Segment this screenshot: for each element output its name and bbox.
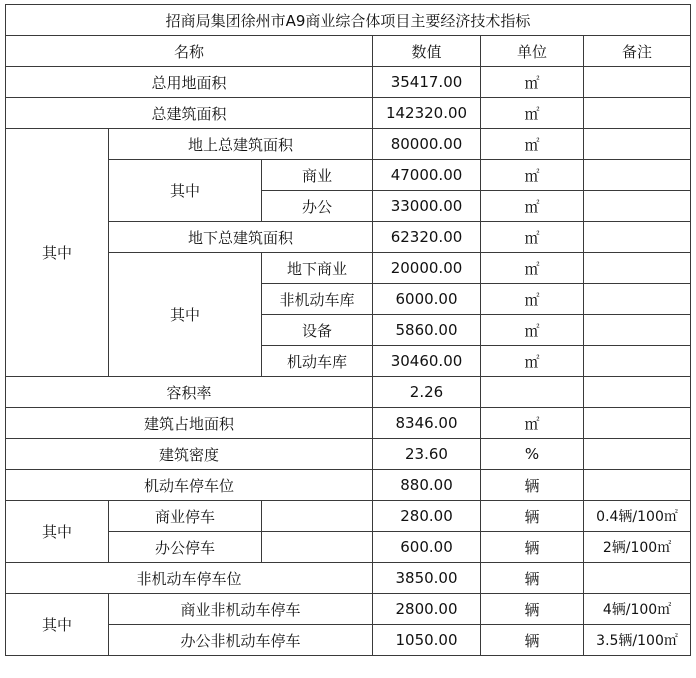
row-value: 1050.00 [373, 625, 481, 656]
row-label: 机动车停车位 [6, 470, 373, 501]
row-unit: ㎡ [481, 129, 584, 160]
row-value: 33000.00 [373, 191, 481, 222]
row-value: 30460.00 [373, 346, 481, 377]
row-value: 8346.00 [373, 408, 481, 439]
row-unit: % [481, 439, 584, 470]
row-value: 23.60 [373, 439, 481, 470]
row-unit: ㎡ [481, 284, 584, 315]
row-label: 商业非机动车停车 [109, 594, 373, 625]
row-value: 35417.00 [373, 67, 481, 98]
row-value: 2.26 [373, 377, 481, 408]
row-remark [584, 315, 691, 346]
row-unit: ㎡ [481, 98, 584, 129]
row-value: 880.00 [373, 470, 481, 501]
table-title: 招商局集团徐州市A9商业综合体项目主要经济技术指标 [6, 5, 691, 36]
row-remark [584, 346, 691, 377]
row-label: 办公 [262, 191, 373, 222]
row-value: 3850.00 [373, 563, 481, 594]
row-unit: 辆 [481, 625, 584, 656]
row-label: 办公停车 [109, 532, 262, 563]
row-label: 建筑密度 [6, 439, 373, 470]
row-label: 地下总建筑面积 [109, 222, 373, 253]
header-remark: 备注 [584, 36, 691, 67]
row-remark [584, 439, 691, 470]
group-label-underground: 其中 [109, 253, 262, 377]
group-label-motor: 其中 [6, 501, 109, 563]
row-value: 280.00 [373, 501, 481, 532]
indicator-table [5, 4, 691, 656]
header-name: 名称 [6, 36, 373, 67]
row-label: 容积率 [6, 377, 373, 408]
row-unit: ㎡ [481, 191, 584, 222]
row-unit: ㎡ [481, 253, 584, 284]
group-label-non-motor: 其中 [6, 594, 109, 656]
row-unit: ㎡ [481, 160, 584, 191]
row-remark [584, 563, 691, 594]
row-remark [584, 129, 691, 160]
row-unit: ㎡ [481, 346, 584, 377]
row-remark [584, 67, 691, 98]
row-unit: 辆 [481, 532, 584, 563]
row-label: 地下商业 [262, 253, 373, 284]
row-remark [584, 284, 691, 315]
header-value: 数值 [373, 36, 481, 67]
row-value: 142320.00 [373, 98, 481, 129]
row-label: 地上总建筑面积 [109, 129, 373, 160]
row-label: 总建筑面积 [6, 98, 373, 129]
row-value: 6000.00 [373, 284, 481, 315]
row-label: 办公非机动车停车 [109, 625, 373, 656]
row-value: 2800.00 [373, 594, 481, 625]
row-label: 机动车库 [262, 346, 373, 377]
row-value: 80000.00 [373, 129, 481, 160]
row-value: 20000.00 [373, 253, 481, 284]
row-unit: 辆 [481, 594, 584, 625]
row-unit: 辆 [481, 563, 584, 594]
row-unit [481, 377, 584, 408]
header-unit: 单位 [481, 36, 584, 67]
row-label: 设备 [262, 315, 373, 346]
row-remark: 4辆/100㎡ [584, 594, 691, 625]
group-label-above: 其中 [109, 160, 262, 222]
row-label: 商业停车 [109, 501, 262, 532]
row-remark [584, 408, 691, 439]
group-label-main: 其中 [6, 129, 109, 377]
row-label: 建筑占地面积 [6, 408, 373, 439]
row-remark [584, 191, 691, 222]
spacer-cell [262, 532, 373, 563]
row-unit: ㎡ [481, 67, 584, 98]
row-unit: 辆 [481, 501, 584, 532]
row-remark [584, 98, 691, 129]
row-remark [584, 470, 691, 501]
row-remark [584, 160, 691, 191]
row-value: 62320.00 [373, 222, 481, 253]
row-value: 600.00 [373, 532, 481, 563]
row-unit: 辆 [481, 470, 584, 501]
row-label: 非机动车停车位 [6, 563, 373, 594]
row-label: 非机动车库 [262, 284, 373, 315]
row-value: 47000.00 [373, 160, 481, 191]
row-value: 5860.00 [373, 315, 481, 346]
row-unit: ㎡ [481, 408, 584, 439]
row-remark [584, 222, 691, 253]
row-remark: 2辆/100㎡ [584, 532, 691, 563]
row-remark: 3.5辆/100㎡ [584, 625, 691, 656]
row-label: 总用地面积 [6, 67, 373, 98]
row-remark [584, 253, 691, 284]
row-remark [584, 377, 691, 408]
spacer-cell [262, 501, 373, 532]
row-unit: ㎡ [481, 315, 584, 346]
row-unit: ㎡ [481, 222, 584, 253]
row-label: 商业 [262, 160, 373, 191]
row-remark: 0.4辆/100㎡ [584, 501, 691, 532]
